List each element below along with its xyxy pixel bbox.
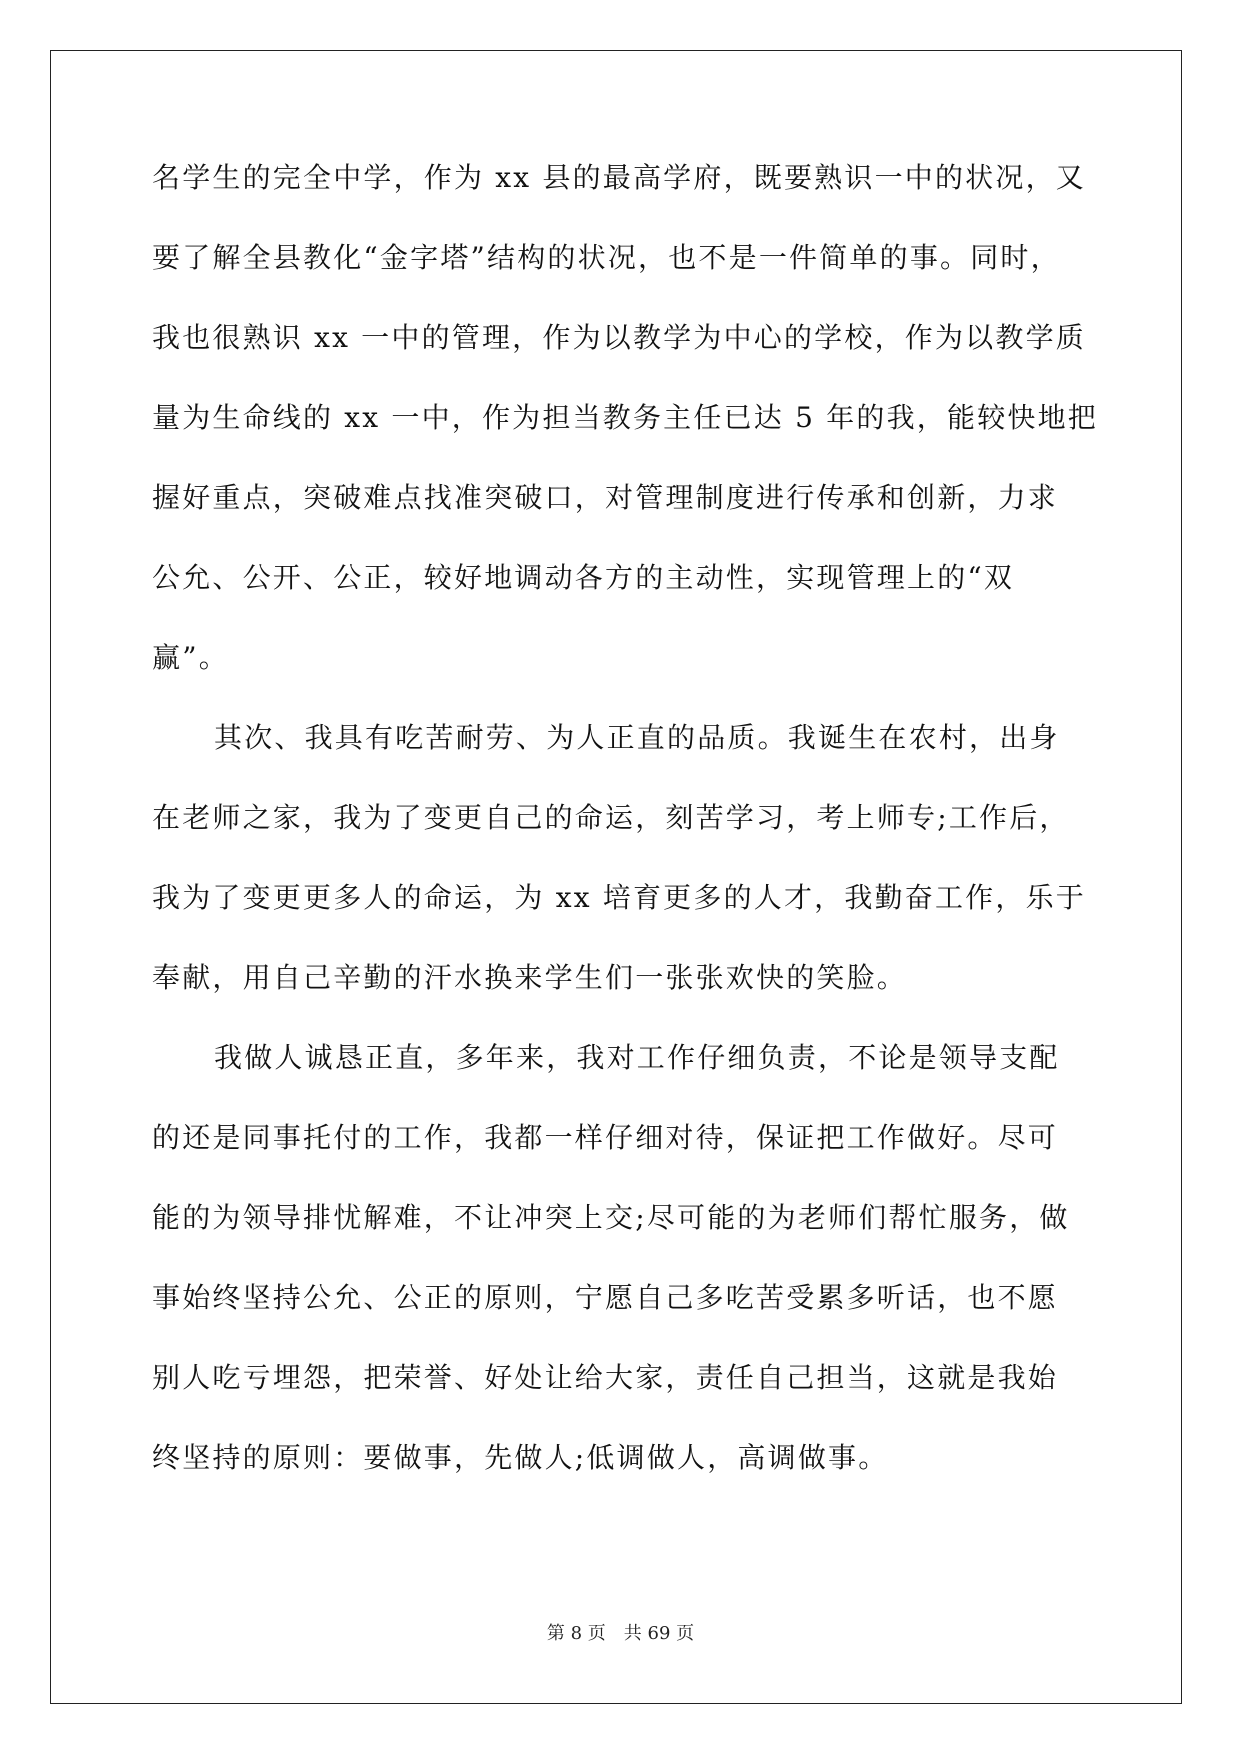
text-line: 量为生命线的 xx 一中，作为担当教务主任已达 5 年的我，能较快地把 xyxy=(152,401,1099,434)
paragraph-start-line: 其次、我具有吃苦耐劳、为人正直的品质。我诞生在农村，出身 xyxy=(214,721,1060,754)
text-line: 赢”。 xyxy=(152,641,229,674)
text-line: 我为了变更更多人的命运，为 xx 培育更多的人才，我勤奋工作，乐于 xyxy=(152,881,1086,914)
text-line: 的还是同事托付的工作，我都一样仔细对待，保证把工作做好。尽可 xyxy=(152,1121,1059,1154)
document-body xyxy=(152,160,1099,1520)
text-line: 奉献，用自己辛勤的汗水换来学生们一张张欢快的笑脸。 xyxy=(152,961,908,994)
text-line: 我也很熟识 xx 一中的管理，作为以教学为中心的学校，作为以教学质 xyxy=(152,321,1086,354)
page-total: 共 69 页 xyxy=(623,1623,695,1644)
paragraph-start-line: 我做人诚恳正直，多年来，我对工作仔细负责，不论是领导支配 xyxy=(214,1041,1060,1074)
text-line: 终坚持的原则：要做事，先做人;低调做人，高调做事。 xyxy=(152,1441,889,1474)
text-line: 握好重点，突破难点找准突破口，对管理制度进行传承和创新，力求 xyxy=(152,481,1059,514)
text-line: 要了解全县教化“金字塔”结构的状况，也不是一件简单的事。同时， xyxy=(152,241,1061,274)
text-line: 事始终坚持公允、公正的原则，宁愿自己多吃苦受累多听话，也不愿 xyxy=(152,1281,1059,1314)
text-line: 公允、公开、公正，较好地调动各方的主动性，实现管理上的“双 xyxy=(152,561,1015,594)
text-line: 能的为领导排忧解难，不让冲突上交;尽可能的为老师们帮忙服务，做 xyxy=(152,1201,1070,1234)
text-line: 名学生的完全中学，作为 xx 县的最高学府，既要熟识一中的状况，又 xyxy=(152,161,1086,194)
text-line: 别人吃亏埋怨，把荣誉、好处让给大家，责任自己担当，这就是我始 xyxy=(152,1361,1059,1394)
text-line: 在老师之家，我为了变更自己的命运，刻苦学习，考上师专;工作后， xyxy=(152,801,1070,834)
page-number: 第 8 页 xyxy=(546,1623,606,1644)
page-footer xyxy=(0,1622,1241,1646)
